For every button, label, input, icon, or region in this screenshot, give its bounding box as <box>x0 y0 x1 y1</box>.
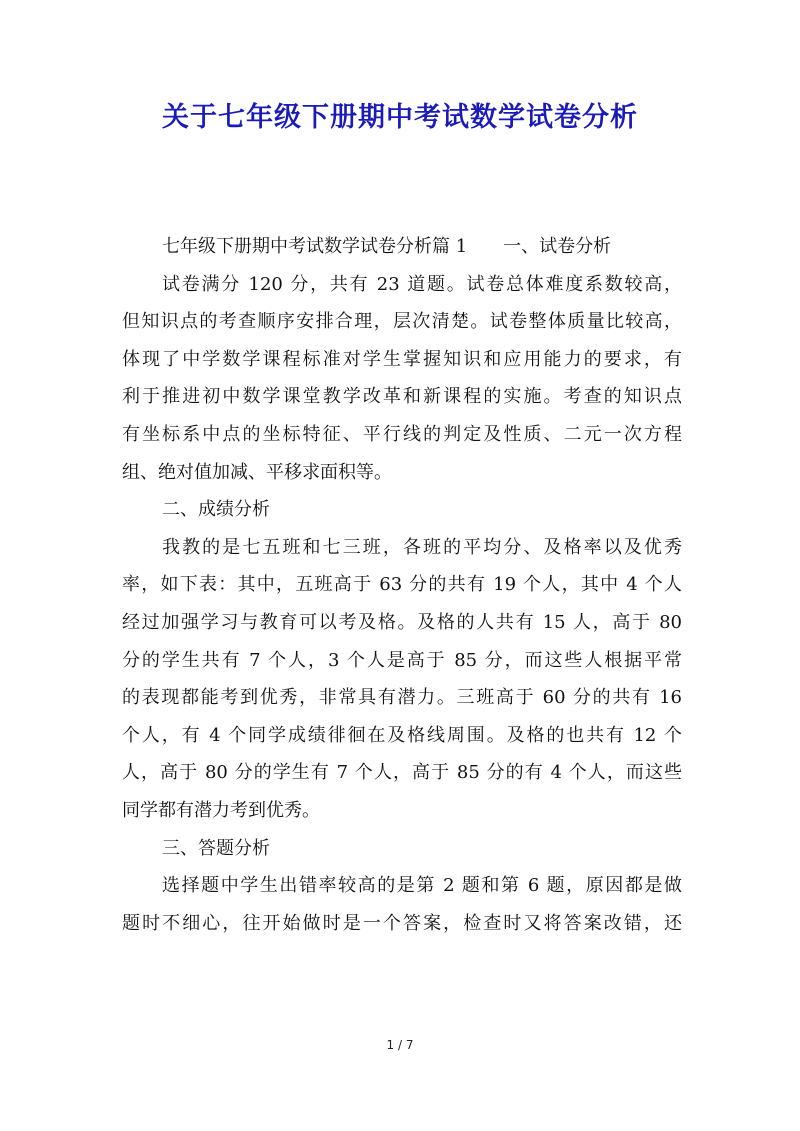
paragraph-line: 体现了中学数学课程标准对学生掌握知识和应用能力的要求，有 <box>122 348 682 370</box>
paragraph-line: 利于推进初中数学课堂教学改革和新课程的实施。考查的知识点 <box>122 386 682 408</box>
section-heading-grades: 二、成绩分析 <box>162 499 270 521</box>
paragraph-line: 分的学生共有 7 个人，3 个人是高于 85 分，而这些人根据平常 <box>122 649 682 671</box>
document-body <box>122 228 682 942</box>
paragraph-line: 的表现都能考到优秀，非常具有潜力。三班高于 60 分的共有 16 <box>122 687 682 709</box>
paragraph-line: 人，高于 80 分的学生有 7 个人，高于 85 分的有 4 个人，而这些 <box>122 762 682 784</box>
paragraph-line: 题时不细心，往开始做时是一个答案，检查时又将答案改错，还 <box>122 912 682 934</box>
paragraph-line: 有坐标系中点的坐标特征、平行线的判定及性质、二元一次方程 <box>122 423 682 445</box>
paragraph-line: 选择题中学生出错率较高的是第 2 题和第 6 题，原因都是做 <box>162 875 682 897</box>
paragraph-line: 经过加强学习与教育可以考及格。及格的人共有 15 人，高于 80 <box>122 611 682 633</box>
paragraph-line: 我教的是七五班和七三班，各班的平均分、及格率以及优秀 <box>162 536 682 558</box>
paragraph-line: 但知识点的考查顺序安排合理，层次清楚。试卷整体质量比较高， <box>122 311 682 333</box>
section-heading-line: 七年级下册期中考试数学试卷分析篇 1 一、试卷分析 <box>162 236 612 257</box>
paragraph-line: 率，如下表：其中，五班高于 63 分的共有 19 个人，其中 4 个人 <box>122 574 682 596</box>
page-number: 1 / 7 <box>386 1038 414 1052</box>
section-heading-answers: 三、答题分析 <box>162 837 270 859</box>
paragraph-line: 个人，有 4 个同学成绩徘徊在及格线周围。及格的也共有 12 个 <box>122 724 682 746</box>
paragraph-line: 同学都有潜力考到优秀。 <box>122 799 320 821</box>
document-title: 关于七年级下册期中考试数学试卷分析 <box>162 102 638 133</box>
paragraph-line: 试卷满分 120 分，共有 23 道题。试卷总体难度系数较高， <box>162 273 682 295</box>
paragraph-line: 组、绝对值加减、平移求面积等。 <box>122 461 392 483</box>
